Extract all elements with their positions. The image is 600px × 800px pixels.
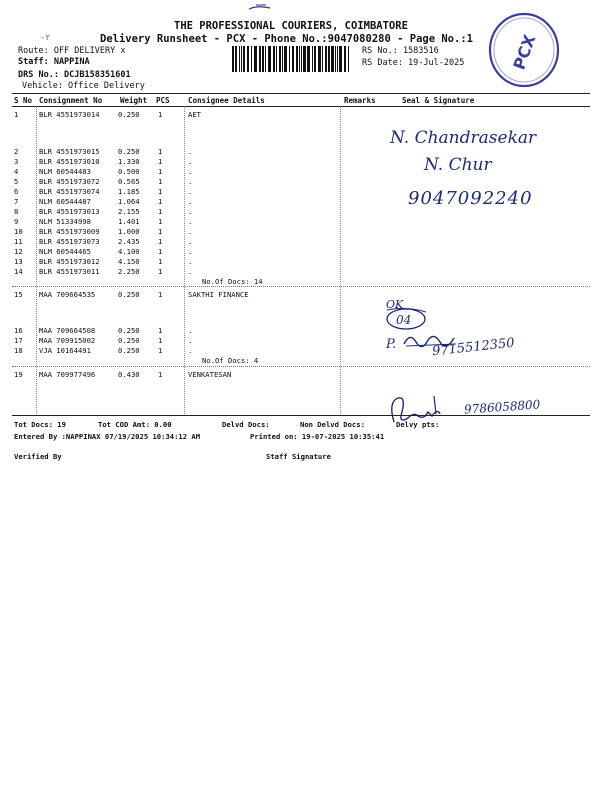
consignee-cell: . (188, 346, 193, 355)
barcode-bar (259, 46, 261, 72)
barcode (232, 46, 352, 72)
staff-signature: Staff Signature (266, 452, 331, 461)
consignee-cell: . (188, 197, 193, 206)
pcs-cell: 1 (158, 346, 163, 355)
barcode-bar (335, 46, 336, 72)
barcode-bar (284, 46, 287, 72)
consignee-cell: . (188, 257, 193, 266)
consignee-cell: . (188, 177, 193, 186)
pcs-cell: 1 (158, 110, 163, 119)
stamp-text: PCX (509, 32, 540, 73)
handwritten-signature: N. Chur (424, 155, 492, 175)
barcode-bar (303, 46, 306, 72)
sno-cell: 15 (14, 290, 23, 299)
consignment-cell: NLM 60544465 (39, 247, 91, 256)
barcode-bar (325, 46, 327, 72)
barcode-bar (328, 46, 330, 72)
barcode-bar (262, 46, 264, 72)
consignment-cell: MAA 709915002 (39, 336, 96, 345)
sno-cell: 6 (14, 187, 19, 196)
weight-cell: 0.500 (118, 167, 140, 176)
delivered-docs: Delvd Docs: (222, 420, 270, 429)
pcs-cell: 1 (158, 336, 163, 345)
sno-cell: 10 (14, 227, 23, 236)
consignment-cell: BLR 4551973012 (39, 257, 100, 266)
barcode-bar (254, 46, 257, 72)
col-weight: Weight (120, 96, 148, 105)
consignment-cell: BLR 4551973073 (39, 237, 100, 246)
non-delivered-docs: Non Delvd Docs: (300, 420, 365, 429)
consignee-cell: . (188, 147, 193, 156)
pcs-cell: 1 (158, 157, 163, 166)
handwritten-name: N. Chandrasekar (390, 128, 537, 148)
barcode-bar (344, 46, 346, 72)
col-seal-signature: Seal & Signature (402, 96, 475, 105)
sno-cell: 2 (14, 147, 19, 156)
sno-cell: 11 (14, 237, 23, 246)
col-consignment: Consignment No (39, 96, 103, 105)
consignee-cell: . (188, 267, 193, 276)
barcode-bar (232, 46, 234, 72)
barcode-bar (243, 46, 245, 72)
consignee-cell: SAKTHI FINANCE (188, 290, 249, 299)
sno-cell: 7 (14, 197, 19, 206)
consignment-cell: BLR 4551973015 (39, 147, 100, 156)
pen-tick: -٢ (40, 33, 51, 43)
barcode-bar (239, 46, 240, 72)
sno-cell: 5 (14, 177, 19, 186)
rs-number: RS No.: 1583516 (362, 46, 439, 56)
weight-cell: 0.565 (118, 177, 140, 186)
pcs-cell: 1 (158, 267, 163, 276)
header-rule-top (12, 93, 590, 94)
weight-cell: 1.401 (118, 217, 140, 226)
weight-cell: 0.250 (118, 346, 140, 355)
weight-cell: 1.000 (118, 227, 140, 236)
col-sno: S No (14, 96, 33, 105)
verified-by: Verified By (14, 452, 62, 461)
consignee-cell: . (188, 217, 193, 226)
consignee-cell: . (188, 167, 193, 176)
consignment-cell: BLR 4551973072 (39, 177, 100, 186)
consignment-cell: BLR 4551973010 (39, 157, 100, 166)
consignment-cell: MAA 709664535 (39, 290, 96, 299)
staff-label: Staff: NAPPINA (18, 57, 90, 67)
col-sep (340, 106, 341, 414)
col-consignee: Consignee Details (188, 96, 265, 105)
runsheet-title: Delivery Runsheet - PCX - Phone No.:9047080280 - Page No.:1 (100, 33, 473, 45)
consignee-cell: VENKATESAN (188, 370, 232, 379)
sno-cell: 12 (14, 247, 23, 256)
weight-cell: 1.064 (118, 197, 140, 206)
consignment-cell: BLR 4551973074 (39, 187, 100, 196)
barcode-bar (322, 46, 323, 72)
handwritten-phone: 9047092240 (408, 188, 533, 209)
barcode-bar (339, 46, 342, 72)
sno-cell: 18 (14, 346, 23, 355)
consignment-cell: NLM 60544487 (39, 197, 91, 206)
consignee-cell: . (188, 227, 193, 236)
rs-date: RS Date: 19-Jul-2025 (362, 58, 465, 68)
barcode-bar (289, 46, 290, 72)
barcode-bar (235, 46, 237, 72)
weight-cell: 0.250 (118, 326, 140, 335)
printed-on: Printed on: 19-07-2025 10:35:41 (250, 432, 385, 441)
pcs-cell: 1 (158, 370, 163, 379)
weight-cell: 0.250 (118, 110, 140, 119)
header-rule-bottom (12, 106, 590, 107)
barcode-bar (337, 46, 338, 72)
pcx-stamp (486, 10, 566, 90)
route-label: Route: OFF DELIVERY x (18, 46, 126, 56)
pcs-cell: 1 (158, 257, 163, 266)
pen-mark-top (246, 2, 276, 14)
sno-cell: 1 (14, 110, 19, 119)
handwritten-initial: P. (386, 337, 397, 352)
vehicle-label: Vehicle: Office Delivery (22, 81, 145, 91)
row-divider (12, 286, 590, 287)
total-cod-amount: Tot COD Amt: 0.00 (98, 420, 172, 429)
consignee-cell: . (188, 187, 193, 196)
sno-cell: 16 (14, 326, 23, 335)
barcode-bar (265, 46, 266, 72)
barcode-bar (282, 46, 283, 72)
barcode-bar (299, 46, 300, 72)
consignment-cell: NLM 60544483 (39, 167, 91, 176)
weight-cell: 0.250 (118, 336, 140, 345)
consignee-cell: AET (188, 110, 201, 119)
pcs-cell: 1 (158, 167, 163, 176)
sno-cell: 4 (14, 167, 19, 176)
consignment-cell: VJA 10164491 (39, 346, 91, 355)
pcs-cell: 1 (158, 290, 163, 299)
pcs-cell: 1 (158, 147, 163, 156)
barcode-bar (296, 46, 298, 72)
barcode-bar (348, 46, 349, 72)
drs-number: DRS No.: DCJB158351601 (18, 70, 131, 80)
weight-cell: 1.185 (118, 187, 140, 196)
col-sep (184, 106, 185, 414)
handwritten-count: 04 (396, 313, 412, 327)
col-sep (36, 106, 37, 414)
barcode-bar (279, 46, 281, 72)
pcs-cell: 1 (158, 326, 163, 335)
total-docs: Tot Docs: 19 (14, 420, 66, 429)
barcode-bar (292, 46, 294, 72)
sno-cell: 9 (14, 217, 19, 226)
barcode-bar (301, 46, 302, 72)
consignee-cell: . (188, 336, 193, 345)
col-pcs: PCS (156, 96, 170, 105)
pcs-cell: 1 (158, 217, 163, 226)
company-title: THE PROFESSIONAL COURIERS, COIMBATORE (174, 20, 408, 32)
docs-count: No.Of Docs: 14 (202, 277, 263, 286)
pcs-cell: 1 (158, 187, 163, 196)
pcs-cell: 1 (158, 207, 163, 216)
pcs-cell: 1 (158, 227, 163, 236)
weight-cell: 4.150 (118, 257, 140, 266)
barcode-bar (312, 46, 313, 72)
handwritten-phone-3: 9786058800 (463, 397, 541, 417)
delivery-points: Delvy pts: (396, 420, 440, 429)
sno-cell: 13 (14, 257, 23, 266)
weight-cell: 2.250 (118, 267, 140, 276)
weight-cell: 2.435 (118, 237, 140, 246)
consignment-cell: BLR 4551973014 (39, 110, 100, 119)
barcode-bar (273, 46, 275, 72)
row-divider (12, 366, 590, 367)
handwritten-phone-2: 9715512350 (431, 335, 516, 360)
consignment-cell: MAA 709664508 (39, 326, 96, 335)
weight-cell: 0.250 (118, 147, 140, 156)
weight-cell: 0.250 (118, 290, 140, 299)
barcode-bar (276, 46, 277, 72)
consignment-cell: NLM 51334998 (39, 217, 91, 226)
barcode-bar (251, 46, 252, 72)
barcode-bar (318, 46, 321, 72)
sno-cell: 17 (14, 336, 23, 345)
pcs-cell: 1 (158, 247, 163, 256)
barcode-bar (268, 46, 271, 72)
barcode-bar (247, 46, 249, 72)
consignment-cell: MAA 709977496 (39, 370, 96, 379)
docs-count: No.Of Docs: 4 (202, 356, 259, 365)
consignment-cell: BLR 4551973011 (39, 267, 100, 276)
barcode-bar (241, 46, 242, 72)
weight-cell: 1.330 (118, 157, 140, 166)
consignee-cell: . (188, 157, 193, 166)
barcode-bar (331, 46, 334, 72)
weight-cell: 4.100 (118, 247, 140, 256)
pcs-cell: 1 (158, 177, 163, 186)
footer-rule (12, 415, 590, 416)
consignee-cell: . (188, 247, 193, 256)
weight-cell: 0.430 (118, 370, 140, 379)
consignee-cell: . (188, 326, 193, 335)
consignment-cell: BLR 4551973009 (39, 227, 100, 236)
barcode-bar (307, 46, 310, 72)
barcode-bar (314, 46, 316, 72)
consignment-cell: BLR 4551973013 (39, 207, 100, 216)
weight-cell: 2.155 (118, 207, 140, 216)
consignee-cell: . (188, 237, 193, 246)
consignee-cell: . (188, 207, 193, 216)
pcs-cell: 1 (158, 237, 163, 246)
sno-cell: 14 (14, 267, 23, 276)
sno-cell: 19 (14, 370, 23, 379)
handwritten-ok: OK (386, 298, 404, 311)
col-remarks: Remarks (344, 96, 376, 105)
entered-by: Entered By :NAPPINAX 07/19/2025 10:34:12 AM (14, 432, 201, 441)
pcs-cell: 1 (158, 197, 163, 206)
sno-cell: 8 (14, 207, 19, 216)
sno-cell: 3 (14, 157, 19, 166)
